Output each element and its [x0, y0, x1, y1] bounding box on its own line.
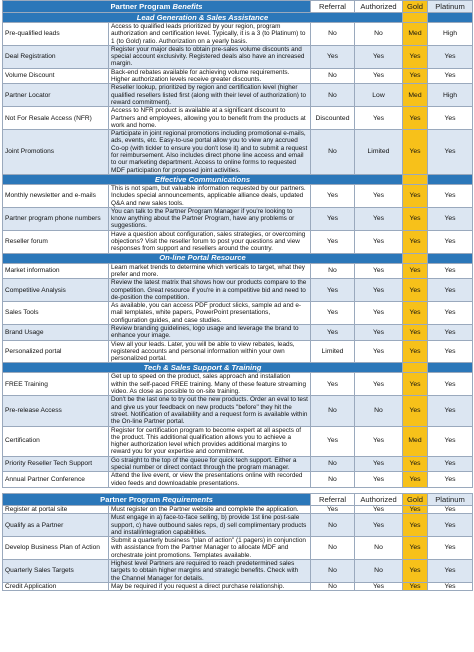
value-authorized: No [355, 396, 403, 426]
value-authorized: Yes [355, 456, 403, 472]
tier-header-authorized: Authorized [355, 1, 403, 13]
row-description: Don't be the last one to try out the new products. Order an eval to test and give us your feedback on new products "before" they hit the street. Notification of availability and a request form is available within the On-line Partner portal. [109, 396, 311, 426]
benefits-table-body [3, 1, 473, 488]
row-description: You can talk to the Partner Program Manager if you're looking to know anything about the Partner Program, have any problems or suggestions. [109, 207, 311, 230]
section-header-row [3, 363, 473, 373]
value-authorized: Yes [355, 45, 403, 68]
value-platinum: Yes [428, 279, 473, 302]
row-name: Pre-qualified leads [3, 23, 109, 46]
row-description: Access to qualified leads prioritized by your region, program authorization and certification level. Typically, it is a 3 (to Platinum) to 1 (to Gold) ratio. Authorization on a yearly basis. [109, 23, 311, 46]
value-referral: Yes [311, 426, 355, 456]
benefit-row [3, 84, 473, 107]
section-header-row [3, 13, 473, 23]
row-description: Reseller lookup, prioritized by region and certification level (higher qualified resellers listed first (along with their level of authorization) to reward commitment). [109, 84, 311, 107]
value-platinum: Yes [428, 324, 473, 340]
row-name: Register at portal site [3, 505, 109, 513]
value-referral: No [311, 472, 355, 488]
value-gold: Med [403, 426, 428, 456]
row-name: Market information [3, 263, 109, 279]
benefit-row [3, 107, 473, 130]
row-description: Get up to speed on the product, sales approach and installation within the self-paced FREE training. Many of these feature streaming video. As close as possible to on-site training. [109, 373, 311, 396]
row-name: Partner program phone numbers [3, 207, 109, 230]
value-gold: Med [403, 84, 428, 107]
benefit-row [3, 130, 473, 175]
requirement-row [3, 582, 473, 590]
value-authorized: No [355, 560, 403, 583]
value-gold: Yes [403, 560, 428, 583]
value-referral: No [311, 560, 355, 583]
section-platinum-cell [428, 13, 473, 23]
value-authorized: Yes [355, 207, 403, 230]
value-authorized: Low [355, 84, 403, 107]
value-gold: Yes [403, 582, 428, 590]
value-gold: Yes [403, 373, 428, 396]
tier-header-platinum: Platinum [428, 1, 473, 13]
row-name: Personalized portal [3, 340, 109, 363]
value-referral: No [311, 23, 355, 46]
row-name: Develop Business Plan of Action [3, 537, 109, 560]
row-description: Learn market trends to determine which verticals to target, what they prefer and more. [109, 263, 311, 279]
requirements-table-body [3, 493, 473, 590]
value-authorized: Yes [355, 107, 403, 130]
value-platinum: Yes [428, 302, 473, 325]
benefit-row [3, 426, 473, 456]
value-referral: Yes [311, 230, 355, 253]
row-name: Annual Partner Conference [3, 472, 109, 488]
benefits-title-em: Benefits [172, 1, 203, 11]
benefit-row [3, 472, 473, 488]
row-description: May be required if you request a direct purchase relationship. [109, 582, 311, 590]
value-referral: No [311, 84, 355, 107]
benefit-row [3, 230, 473, 253]
benefit-row [3, 302, 473, 325]
row-description: Go straight to the top of the queue for quick tech support. Either a special number or direct contact through the program manager. [109, 456, 311, 472]
row-name: Competitive Analysis [3, 279, 109, 302]
benefit-row [3, 207, 473, 230]
value-referral: Yes [311, 324, 355, 340]
value-authorized: No [355, 23, 403, 46]
row-name: Volume Discount [3, 68, 109, 84]
row-name: Quarterly Sales Targets [3, 560, 109, 583]
value-authorized: Limited [355, 130, 403, 175]
value-gold: Yes [403, 324, 428, 340]
value-referral: No [311, 456, 355, 472]
value-gold: Yes [403, 505, 428, 513]
row-name: Brand Usage [3, 324, 109, 340]
benefits-table [2, 0, 473, 488]
value-gold: Yes [403, 130, 428, 175]
value-gold: Yes [403, 340, 428, 363]
value-referral: Discounted [311, 107, 355, 130]
value-authorized: Yes [355, 472, 403, 488]
value-platinum: Yes [428, 230, 473, 253]
row-description: View all your leads. Later, you will be able to view rebates, leads, registered accounts and personal information within your own personalized portal. [109, 340, 311, 363]
value-referral: No [311, 582, 355, 590]
value-gold: Yes [403, 472, 428, 488]
value-platinum: Yes [428, 582, 473, 590]
value-platinum: Yes [428, 396, 473, 426]
value-referral: No [311, 396, 355, 426]
row-name: Reseller forum [3, 230, 109, 253]
value-gold: Yes [403, 68, 428, 84]
requirement-row [3, 537, 473, 560]
value-platinum: Yes [428, 472, 473, 488]
value-referral: No [311, 537, 355, 560]
value-platinum: Yes [428, 130, 473, 175]
row-description: As available, you can access PDF product slicks, sample ad and e-mail templates, white papers, PowerPoint presentations, configuration guides, and case studies. [109, 302, 311, 325]
value-referral: Yes [311, 184, 355, 207]
benefit-row [3, 184, 473, 207]
program-document [2, 0, 472, 591]
row-name: Certification [3, 426, 109, 456]
benefit-row [3, 68, 473, 84]
value-authorized: Yes [355, 68, 403, 84]
value-referral: Yes [311, 302, 355, 325]
value-gold: Yes [403, 279, 428, 302]
value-platinum: High [428, 23, 473, 46]
value-gold: Yes [403, 537, 428, 560]
benefit-row [3, 279, 473, 302]
value-gold: Med [403, 23, 428, 46]
value-gold: Yes [403, 230, 428, 253]
value-authorized: Yes [355, 340, 403, 363]
value-authorized: Yes [355, 230, 403, 253]
benefits-title-prefix: Partner Program [110, 1, 171, 11]
row-name: Sales Tools [3, 302, 109, 325]
row-description: Have a question about configuration, sales strategies, or overcoming objections? Visit the reseller forum to post your questions and view responses from support and resellers around the country. [109, 230, 311, 253]
row-description: Review branding guidelines, logo usage and leverage the brand to enhance your image. [109, 324, 311, 340]
value-gold: Yes [403, 302, 428, 325]
row-description: Back-end rebates available for achieving volume requirements. Higher authorization levels receive greater discounts. [109, 68, 311, 84]
benefit-row [3, 396, 473, 426]
value-gold: Yes [403, 207, 428, 230]
row-name: Priority Reseller Tech Support [3, 456, 109, 472]
section-title: Effective Communications [3, 174, 403, 184]
row-description: Attend the live event, or view the presentations online with recorded video feeds and downloadable presentations. [109, 472, 311, 488]
value-authorized: Yes [355, 184, 403, 207]
benefit-row [3, 456, 473, 472]
value-authorized: Yes [355, 324, 403, 340]
value-referral: Yes [311, 505, 355, 513]
value-platinum: Yes [428, 207, 473, 230]
value-gold: Yes [403, 263, 428, 279]
row-description: Register your major deals to obtain pre-sales volume discounts and special account exclusivity. Registered deals also have an increased margin. [109, 45, 311, 68]
row-description: Submit a quarterly business "plan of action" (1 pagers) in conjunction with assistance from the Partner Manager to allocate MDF and orchestrate joint promotions. Templates available. [109, 537, 311, 560]
value-platinum: Yes [428, 340, 473, 363]
row-name: Not For Resale Access (NFR) [3, 107, 109, 130]
req-tier-header-gold: Gold [403, 493, 428, 505]
value-platinum: Yes [428, 560, 473, 583]
value-platinum: Yes [428, 426, 473, 456]
section-title: Tech & Sales Support & Training [3, 363, 403, 373]
row-description: Participate in joint regional promotions including promotional e-mails, ads, events, etc. Easy-to-use portal allow you to view any accrued Co-op (with tickler to ensure you don't lose it) and to submit a request for reimbursement. Also includes direct phone line access and email to our marketing department. Access to online forms to requested MDF participation for proposed joint activities. [109, 130, 311, 175]
value-referral: No [311, 263, 355, 279]
value-authorized: Yes [355, 302, 403, 325]
value-gold: Yes [403, 107, 428, 130]
row-name: Joint Promotions [3, 130, 109, 175]
value-authorized: Yes [355, 582, 403, 590]
req-tier-header-platinum: Platinum [428, 493, 473, 505]
benefit-row [3, 23, 473, 46]
requirement-row [3, 514, 473, 537]
benefits-header-row [3, 1, 473, 13]
section-header-row [3, 253, 473, 263]
row-name: Qualify as a Partner [3, 514, 109, 537]
value-referral: No [311, 130, 355, 175]
requirements-title-prefix: Partner Program [100, 494, 161, 504]
row-description: Must register on the Partner website and complete the application. [109, 505, 311, 513]
value-platinum: Yes [428, 505, 473, 513]
row-name: Deal Registration [3, 45, 109, 68]
value-authorized: Yes [355, 373, 403, 396]
section-header-row [3, 174, 473, 184]
value-gold: Yes [403, 184, 428, 207]
row-name: Pre-release Access [3, 396, 109, 426]
benefits-title [3, 1, 311, 13]
benefit-row [3, 324, 473, 340]
section-gold-cell [403, 174, 428, 184]
value-platinum: Yes [428, 537, 473, 560]
value-gold: Yes [403, 456, 428, 472]
value-platinum: Yes [428, 184, 473, 207]
requirement-row [3, 505, 473, 513]
value-authorized: Yes [355, 263, 403, 279]
section-platinum-cell [428, 174, 473, 184]
req-tier-header-authorized: Authorized [355, 493, 403, 505]
value-authorized: No [355, 537, 403, 560]
value-authorized: Yes [355, 514, 403, 537]
value-platinum: High [428, 84, 473, 107]
benefit-row [3, 45, 473, 68]
value-referral: Limited [311, 340, 355, 363]
row-name: Partner Locator [3, 84, 109, 107]
section-title: On-line Portal Resource [3, 253, 403, 263]
value-authorized: Yes [355, 279, 403, 302]
benefit-row [3, 263, 473, 279]
requirements-table [2, 493, 473, 591]
section-gold-cell [403, 253, 428, 263]
section-platinum-cell [428, 253, 473, 263]
value-platinum: Yes [428, 68, 473, 84]
tier-header-gold: Gold [403, 1, 428, 13]
value-gold: Yes [403, 514, 428, 537]
row-description: Register for certification program to become expert at all aspects of the product. This additional qualification allows you to achieve a higher authorization level which provides additional margins to reward you for your expertise and commitment. [109, 426, 311, 456]
row-name: Monthly newsletter and e-mails [3, 184, 109, 207]
value-platinum: Yes [428, 456, 473, 472]
requirements-header-row [3, 493, 473, 505]
row-description: Must engage in a) face-to-face selling, b) provide 1st line post-sale support, c) have outbound sales reps, d) sell complimentary products and install/integration capabilities. [109, 514, 311, 537]
benefit-row [3, 373, 473, 396]
section-gold-cell [403, 13, 428, 23]
value-authorized: Yes [355, 505, 403, 513]
value-platinum: Yes [428, 373, 473, 396]
value-platinum: Yes [428, 263, 473, 279]
value-referral: Yes [311, 279, 355, 302]
requirement-row [3, 560, 473, 583]
value-referral: No [311, 514, 355, 537]
value-referral: Yes [311, 373, 355, 396]
row-description: This is not spam, but valuable information requested by our partners. Includes special announcements, applicable alliance deals, updated Q&A and new sales tools. [109, 184, 311, 207]
section-title: Lead Generation & Sales Assistance [3, 13, 403, 23]
req-tier-header-referral: Referral [311, 493, 355, 505]
section-gold-cell [403, 363, 428, 373]
requirements-title-em: Requirements [162, 494, 213, 504]
requirements-title [3, 493, 311, 505]
value-authorized: Yes [355, 426, 403, 456]
value-gold: Yes [403, 45, 428, 68]
value-platinum: Yes [428, 107, 473, 130]
value-platinum: Yes [428, 514, 473, 537]
tier-header-referral: Referral [311, 1, 355, 13]
row-name: Credit Application [3, 582, 109, 590]
benefit-row [3, 340, 473, 363]
row-description: Highest level Partners are required to reach predetermined sales targets to obtain higher margins and strategic benefits. Check with the Channel Manager for details. [109, 560, 311, 583]
row-description: Review the latest matrix that shows how our products compare to the competition. Great resource if you're in a competitive bid and need to de-position the competition. [109, 279, 311, 302]
row-description: Access to NFR product is available at a significant discount to Partners and employees, allowing you to benefit from the products at work and home. [109, 107, 311, 130]
value-platinum: Yes [428, 45, 473, 68]
section-platinum-cell [428, 363, 473, 373]
value-referral: Yes [311, 45, 355, 68]
value-gold: Yes [403, 396, 428, 426]
row-name: FREE Training [3, 373, 109, 396]
value-referral: Yes [311, 207, 355, 230]
value-referral: No [311, 68, 355, 84]
